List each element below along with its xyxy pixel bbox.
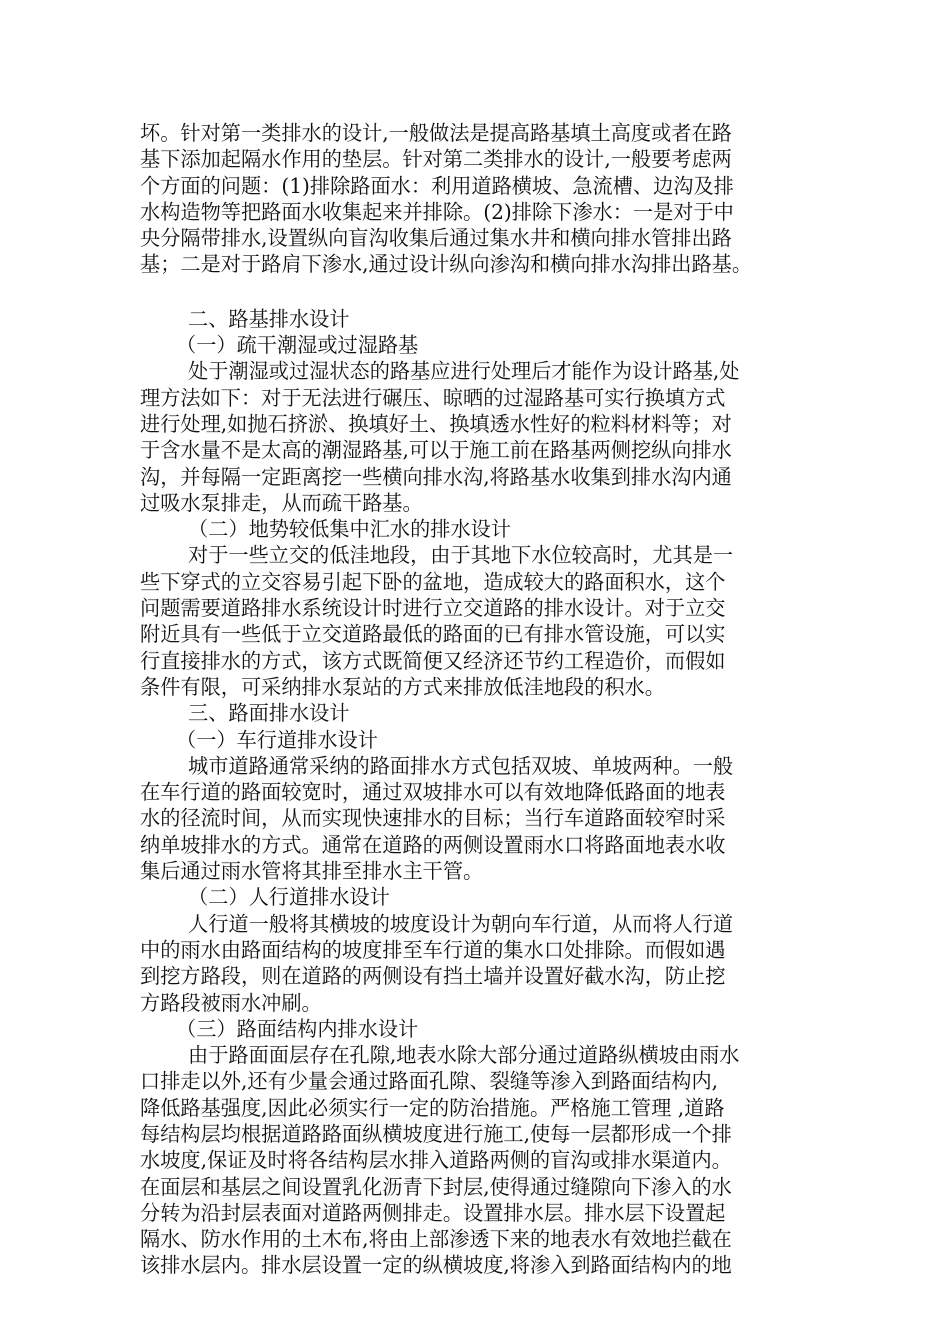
text-line: 在面层和基层之间设置乳化沥青下封层,使得通过缝隙向下渗入的水	[140, 1174, 732, 1199]
subsection-heading: （三）路面结构内排水设计	[176, 1016, 419, 1041]
text-line: 于含水量不是太高的潮湿路基,可以于施工前在路基两侧挖纵向排水	[140, 438, 732, 463]
text-line: 方路段被雨水冲刷。	[140, 990, 322, 1015]
text-line: 分转为沿封层表面对道路两侧排走。设置排水层。排水层下设置起	[140, 1200, 726, 1225]
text-line: 在车行道的路面较宽时，通过双坡排水可以有效地降低路面的地表	[140, 780, 726, 805]
text-line: 附近具有一些低于立交道路最低的路面的已有排水管设施，可以实	[140, 622, 726, 647]
text-line: 对于一些立交的低洼地段，由于其地下水位较高时，尤其是一	[188, 543, 734, 568]
text-line: 集后通过雨水管将其排至排水主干管。	[140, 859, 484, 884]
text-line: 水坡度,保证及时将各结构层水排入道路两侧的盲沟或排水渠道内。	[140, 1148, 732, 1173]
text-line: 坏。针对第一类排水的设计,一般做法是提高路基填土高度或者在路	[140, 121, 732, 145]
text-line: 该排水层内。排水层设置一定的纵横坡度,将渗入到路面结构内的地	[140, 1253, 732, 1278]
text-line: 由于路面面层存在孔隙,地表水除大部分通过道路纵横坡由雨水	[188, 1043, 740, 1068]
text-line: 过吸水泵排走，从而疏干路基。	[140, 490, 423, 515]
subsection-heading: （二）地势较低集中汇水的排水设计	[188, 517, 512, 542]
text-line: 理方法如下：对于无法进行碾压、晾晒的过湿路基可实行换填方式	[140, 385, 726, 410]
document-page	[140, 120, 820, 1279]
text-line: 水的径流时间，从而实现快速排水的目标；当行车道路面较窄时采	[140, 806, 726, 831]
subsection-heading: （一）疏干潮湿或过湿路基	[176, 333, 419, 358]
text-line: 条件有限，可采纳排水泵站的方式来排放低洼地段的积水。	[140, 674, 665, 699]
text-line: 央分隔带排水,设置纵向盲沟收集后通过集水井和横向排水管排出路	[140, 226, 732, 251]
text-line: 基；二是对于路肩下渗水,通过设计纵向渗沟和横向排水沟排出路基。	[140, 252, 753, 277]
text-line: 行直接排水的方式，该方式既简便又经济还节约工程造价，而假如	[140, 648, 726, 673]
text-line: 降低路基强度,因此必须实行一定的防治措施。严格施工管理 ,道路	[140, 1095, 725, 1120]
subsection-heading: （一）车行道排水设计	[176, 727, 378, 752]
text-line: 些下穿式的立交容易引起下卧的盆地，造成较大的路面积水，这个	[140, 569, 726, 594]
text-line: 人行道一般将其横坡的坡度设计为朝向车行道，从而将人行道	[188, 911, 734, 936]
text-line: 每结构层均根据道路路面纵横坡度进行施工,使每一层都形成一个排	[140, 1121, 732, 1146]
paragraph-gap	[140, 278, 820, 306]
text-line: 隔水、防水作用的土木布,将由上部渗透下来的地表水有效地拦截在	[140, 1227, 732, 1252]
section-heading: 三、路面排水设计	[188, 701, 350, 726]
text-line: 问题需要道路排水系统设计时进行立交道路的排水设计。对于立交	[140, 596, 726, 621]
text-line: 城市道路通常采纳的路面排水方式包括双坡、单坡两种。一般	[188, 753, 734, 778]
text-line: 基下添加起隔水作用的垫层。针对第二类排水的设计,一般要考虑两	[140, 147, 732, 172]
text-line: 处于潮湿或过湿状态的路基应进行处理后才能作为设计路基,处	[188, 359, 740, 384]
text-line: 个方面的问题：(1)排除路面水：利用道路横坡、急流槽、边沟及排	[140, 173, 734, 198]
text-line: 到挖方路段，则在道路的两侧设有挡土墙并设置好截水沟，防止挖	[140, 964, 726, 989]
text-line: 水构造物等把路面水收集起来并排除。(2)排除下渗水：一是对于中	[140, 199, 734, 224]
text-line: 口排走以外,还有少量会通过路面孔隙、裂缝等渗入到路面结构内,	[140, 1069, 719, 1094]
text-line: 纳单坡排水的方式。通常在道路的两侧设置雨水口将路面地表水收	[140, 832, 726, 857]
text-line: 沟，并每隔一定距离挖一些横向排水沟,将路基水收集到排水沟内通	[140, 464, 732, 489]
section-heading: 二、路基排水设计	[188, 306, 350, 331]
subsection-heading: （二）人行道排水设计	[188, 885, 390, 910]
text-line: 进行处理,如抛石挤淤、换填好土、换填透水性好的粒料材料等；对	[140, 411, 732, 436]
text-line: 中的雨水由路面结构的坡度排至车行道的集水口处排除。而假如遇	[140, 937, 726, 962]
